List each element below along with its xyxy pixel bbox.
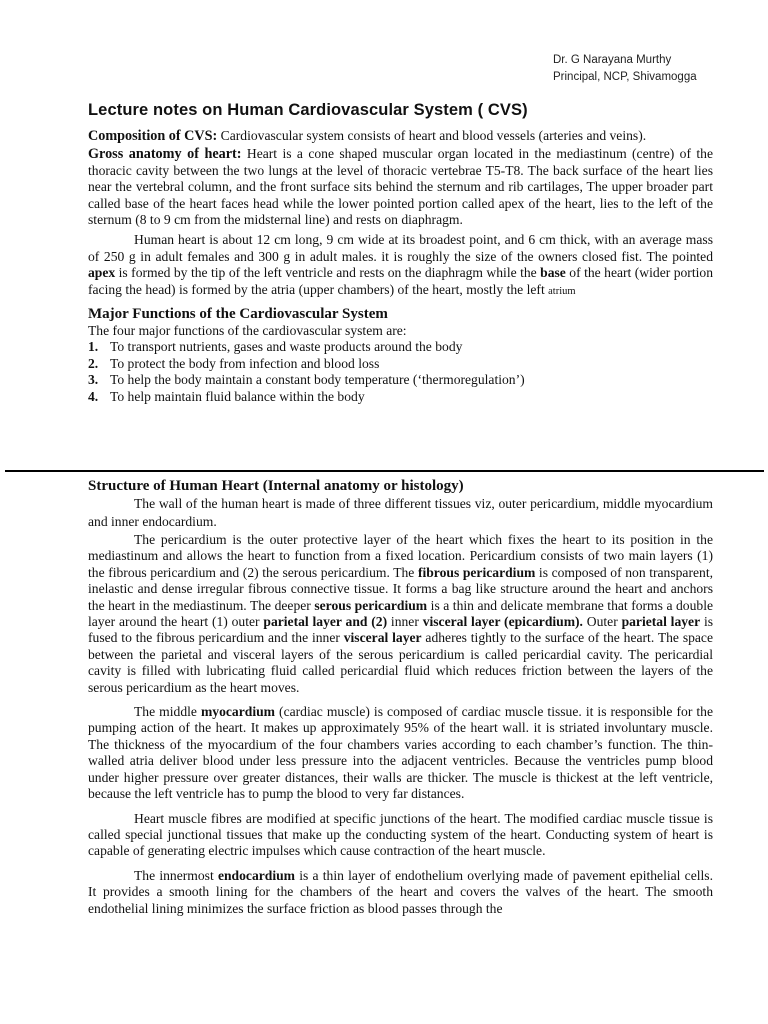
peri-bold-2: serous pericardium xyxy=(314,597,428,613)
peri-text-7: adheres tightly to the surface of the heart. The space between the parietal and visceral layers of the serous pericardium is called pericardial cavity. The pericardial cavity is filled with lubricating fluid called pericardial fluid which reduces friction between the layers of the serous pericardium as the heart moves. xyxy=(88,630,714,695)
composition-paragraph xyxy=(88,128,713,144)
peri-bold-1: fibrous pericardium xyxy=(417,564,536,580)
peri-bold-6: visceral layer xyxy=(343,630,422,646)
endo-bold-1: endocardium xyxy=(217,867,295,883)
composition-lead: Composition of CVS: xyxy=(88,128,218,144)
list-item-number: 4. xyxy=(88,388,99,404)
list-item-text: To protect the body from infection and blood loss xyxy=(110,355,380,371)
size-base: base xyxy=(540,265,566,281)
list-item xyxy=(88,389,713,405)
page-title: Lecture notes on Human Cardiovascular System ( CVS) xyxy=(88,101,528,119)
peri-text-3: is a thin and delicate membrane that forms a double layer around the heart (1) outer xyxy=(88,597,714,630)
size-paragraph xyxy=(88,232,713,300)
endo-text-1: The innermost xyxy=(134,867,218,883)
myocardium-paragraph xyxy=(88,704,713,802)
author-block xyxy=(553,52,697,86)
author-role: Principal, NCP, Shivamogga xyxy=(553,71,697,83)
peri-bold-4: visceral layer (epicardium). xyxy=(422,614,583,630)
myo-text-1: The middle xyxy=(134,704,201,720)
functions-list xyxy=(88,339,713,405)
author-name: Dr. G Narayana Murthy xyxy=(553,54,672,66)
size-text-2: is formed by the tip of the left ventricle and rests on the diaphragm while the xyxy=(115,265,541,281)
list-item-text: To help maintain fluid balance within the body xyxy=(110,388,365,404)
peri-text-5: Outer xyxy=(582,614,622,630)
structure-heading: Structure of Human Heart (Internal anatomy or histology) xyxy=(88,478,464,494)
section-divider xyxy=(5,470,764,472)
fibres-paragraph: Heart muscle fibres are modified at specific junctions of the heart. The modified cardiac muscle tissue is called special junctional tissues that make up the conducting system of the heart. Conducting system of heart is capable of generating electric impulses which cause contraction of the heart muscle. xyxy=(88,810,713,859)
list-item-number: 3. xyxy=(88,372,99,388)
endo-text-2: is a thin layer of endothelium overlying made of pavement epithelial cells. It provides a smooth lining for the chambers of the heart and covers the valves of the heart. The smooth endothelial lining minimizes the surface friction as blood passes through the xyxy=(88,867,713,916)
peri-text-6: is fused to the fibrous pericardium and the inner xyxy=(88,614,714,646)
myo-text-2: (cardiac muscle) is composed of cardiac muscle tissue. it is responsible for the pumping action of the heart. It makes up approximately 95% of the heart wall. it is striated involuntary muscle. The thickness of the myocardium of the four chambers varies according to each chamber’s function. The thin-walled atria deliver blood under less pressure into the adjacent ventricles. Because the ventricles pump blood under higher pressure over greater distances, their walls are thicker. The muscle is thickest at the left ventricle, because the left ventricle has to pump the blood to very far distances. xyxy=(88,704,714,802)
size-text-3: of the heart (wider portion facing the head) is formed by the atria (upper chambers) of the heart, mostly the left xyxy=(88,265,713,297)
list-item-text: To transport nutrients, gases and waste products around the body xyxy=(110,339,463,355)
wall-paragraph: The wall of the human heart is made of three different tissues viz, outer pericardium, middle myocardium and inner endocardium. xyxy=(88,496,713,529)
endocardium-paragraph xyxy=(88,868,713,917)
myo-bold-1: myocardium xyxy=(200,704,275,720)
size-atrium: atrium xyxy=(548,285,576,297)
gross-anatomy-paragraph xyxy=(88,146,713,228)
size-apex: apex xyxy=(88,265,116,281)
intro-section xyxy=(88,128,713,405)
functions-heading: Major Functions of the Cardiovascular System xyxy=(88,306,388,323)
peri-text-1: The pericardium is the outer protective layer of the heart which fixes the heart to its position in the mediastinum and allows the heart to function from a fixed location. Pericardium consists of two main layers (1) the fibrous pericardium and (2) the serous pericardium. The xyxy=(88,532,713,580)
list-item xyxy=(88,339,713,355)
list-item-number: 2. xyxy=(88,355,99,371)
list-item-text: To help the body maintain a constant body temperature (‘thermoregulation’) xyxy=(110,372,525,388)
pericardium-paragraph xyxy=(88,532,713,696)
list-item xyxy=(88,372,713,388)
peri-text-2: is composed of non transparent, inelastic and dense irregular fibrous connective tissue. It forms a bag like structure around the heart and anchors the heart in the mediastinum. The deeper xyxy=(88,564,713,613)
list-item-number: 1. xyxy=(88,339,99,355)
peri-text-4: inner xyxy=(387,614,423,630)
composition-text: Cardiovascular system consists of heart and blood vessels (arteries and veins). xyxy=(217,128,647,143)
structure-section xyxy=(88,477,713,917)
size-text-1: Human heart is about 12 cm long, 9 cm wide at its broadest point, and 6 cm thick, with an average mass of 250 g in adult females and 300 g in adult males. it is roughly the size of the owners closed fist. The pointed xyxy=(88,232,713,264)
functions-intro: The four major functions of the cardiovascular system are: xyxy=(88,323,407,339)
gross-anatomy-text: Heart is a cone shaped muscular organ located in the mediastinum (centre) of the thoracic cavity between the two lungs at the level of thoracic vertebrae T5-T8. The back surface of the heart lies near the vertebral column, and the front surface sits behind the sternum and rib cartilages, The upper broader part called base of the heart faces head while the lower pointed portion called apex of the heart, lies to the left of the sternum (8 to 9 cm from the midsternal line) and rests on diaphragm. xyxy=(88,146,713,228)
peri-bold-3: parietal layer and (2) xyxy=(263,614,388,630)
gross-anatomy-lead: Gross anatomy of heart: xyxy=(88,146,242,163)
list-item xyxy=(88,356,713,372)
peri-bold-5: parietal layer xyxy=(621,614,701,630)
